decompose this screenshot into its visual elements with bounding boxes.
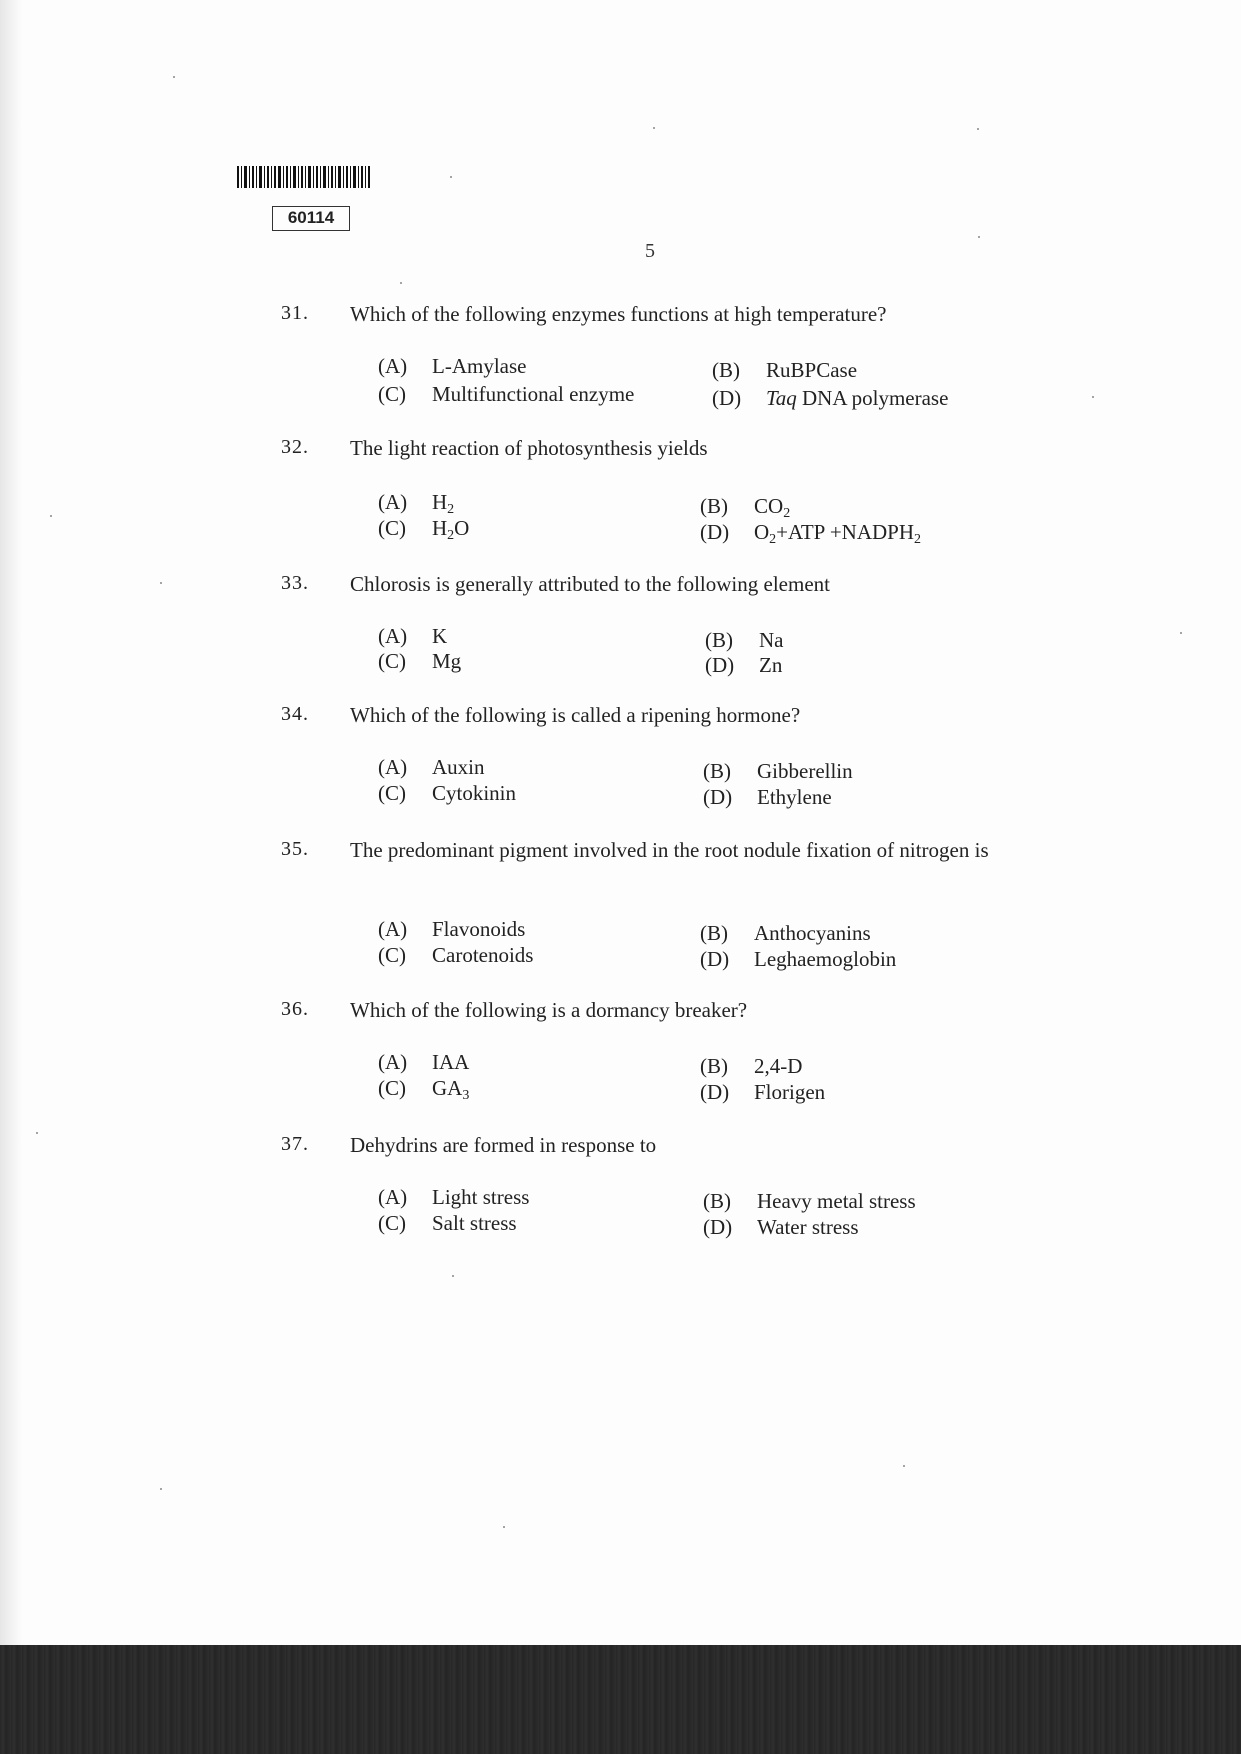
question-number: 37. bbox=[281, 1133, 309, 1155]
scan-speck bbox=[36, 1132, 38, 1134]
scan-speck bbox=[452, 1275, 454, 1277]
question-text: Which of the following enzymes functions at high temperature? bbox=[350, 302, 887, 326]
question-text: The light reaction of photosynthesis yields bbox=[350, 436, 708, 460]
page-number: 5 bbox=[645, 240, 655, 262]
option-a: (A) $H_2$ bbox=[378, 490, 455, 517]
scan-edge-shadow bbox=[0, 0, 22, 1645]
option-d: (D) Water stress bbox=[703, 1215, 859, 1239]
option-a: (A) Light stress bbox=[378, 1185, 530, 1209]
question-text: Which of the following is called a ripening hormone? bbox=[350, 703, 801, 727]
question-text: Chlorosis is generally attributed to the following element bbox=[350, 572, 830, 596]
scan-speck bbox=[400, 282, 402, 284]
question-number: 31. bbox=[281, 302, 309, 324]
option-a: (A) L-Amylase bbox=[378, 354, 527, 378]
option-b: (B) $CO_2$ bbox=[700, 494, 791, 521]
scan-speck bbox=[160, 1488, 162, 1490]
question-text: Dehydrins are formed in response to bbox=[350, 1133, 657, 1157]
question-text: The predominant pigment involved in the root nodule fixation of nitrogen is bbox=[350, 838, 989, 862]
option-b: (B) Anthocyanins bbox=[700, 921, 871, 945]
option-c: (C) $H_2O$ bbox=[378, 516, 470, 543]
option-d: (D) Zn bbox=[705, 653, 783, 677]
option-b: (B) Heavy metal stress bbox=[703, 1189, 916, 1213]
scan-speck bbox=[160, 582, 162, 584]
question-number: 34. bbox=[281, 703, 309, 725]
option-d: (D) Leghaemoglobin bbox=[700, 947, 897, 971]
option-b: (B) RuBPCase bbox=[712, 358, 858, 382]
scan-speck bbox=[903, 1465, 905, 1467]
scan-speck bbox=[450, 176, 452, 178]
option-c: (C) Mg bbox=[378, 649, 462, 673]
scanner-background-band bbox=[0, 1645, 1241, 1754]
scan-speck bbox=[503, 1526, 505, 1528]
option-b: (B) Na bbox=[705, 628, 784, 652]
question-text: Which of the following is a dormancy breaker? bbox=[350, 998, 748, 1022]
question-number: 36. bbox=[281, 998, 309, 1020]
option-c: (C) Multifunctional enzyme bbox=[378, 382, 635, 406]
option-d: (D) Taq DNA polymerase bbox=[712, 386, 949, 410]
option-d: (D) Florigen bbox=[700, 1080, 826, 1104]
option-c: (C) Carotenoids bbox=[378, 943, 534, 967]
option-c: (C) $GA_3$ bbox=[378, 1076, 470, 1103]
question-number: 35. bbox=[281, 838, 309, 860]
scan-speck bbox=[50, 515, 52, 517]
scan-speck bbox=[1092, 396, 1094, 398]
option-c: (C) Cytokinin bbox=[378, 781, 517, 805]
scan-speck bbox=[977, 128, 979, 130]
option-b: (B) 2,4-D bbox=[700, 1054, 803, 1078]
option-c: (C) Salt stress bbox=[378, 1211, 517, 1235]
barcode-image bbox=[237, 166, 370, 188]
option-a: (A) IAA bbox=[378, 1050, 470, 1074]
option-a: (A) Auxin bbox=[378, 755, 485, 779]
scan-speck bbox=[1180, 632, 1182, 634]
scan-speck bbox=[653, 127, 655, 129]
question-number: 32. bbox=[281, 436, 309, 458]
option-a: (A) K bbox=[378, 624, 448, 648]
option-a: (A) Flavonoids bbox=[378, 917, 526, 941]
option-d: (D) Ethylene bbox=[703, 785, 832, 809]
scan-speck bbox=[978, 236, 980, 238]
scan-speck bbox=[173, 76, 175, 78]
option-b: (B) Gibberellin bbox=[703, 759, 853, 783]
paper-code-box: 60114 bbox=[272, 206, 350, 231]
option-d: (D) $O_2+ATP$ $+NADPH_2$ bbox=[700, 520, 922, 547]
question-number: 33. bbox=[281, 572, 309, 594]
